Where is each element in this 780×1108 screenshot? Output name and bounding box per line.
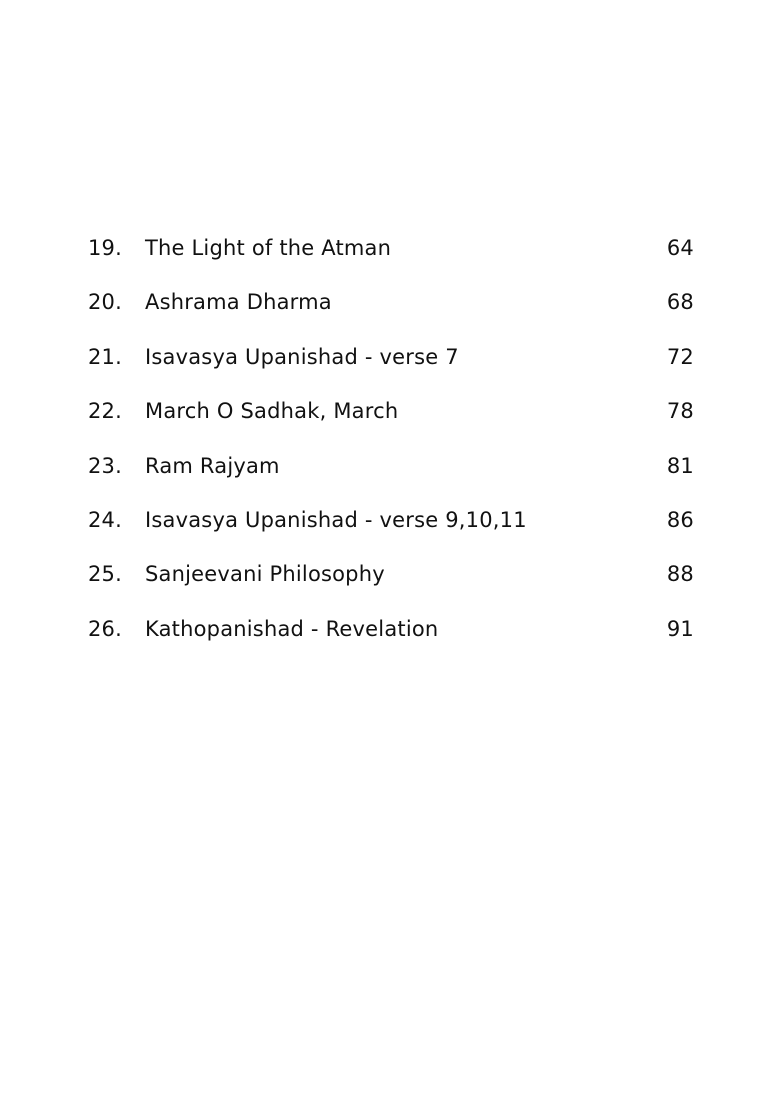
toc-entry [88, 290, 694, 344]
entry-title: Kathopanishad - Revelation [145, 616, 439, 641]
entry-page: 91 [666, 616, 694, 641]
entry-page: 72 [666, 344, 694, 369]
entry-page: 68 [666, 290, 694, 315]
toc-entry [88, 562, 694, 616]
entry-title: Ashrama Dharma [145, 290, 332, 315]
entry-number: 24. [88, 507, 122, 532]
entry-title: The Light of the Atman [145, 236, 392, 260]
entry-page: 86 [666, 507, 694, 532]
entry-number: 19. [88, 236, 122, 260]
entry-page: 78 [666, 399, 694, 424]
entry-title: Isavasya Upanishad - verse 9,10,11 [145, 507, 527, 532]
toc-entry [88, 399, 694, 453]
entry-number: 26. [88, 616, 122, 641]
entry-title: Sanjeevani Philosophy [145, 562, 385, 587]
entry-number: 20. [88, 290, 122, 315]
toc-entry [88, 508, 694, 562]
entry-number: 25. [88, 562, 122, 587]
entry-title: Isavasya Upanishad - verse 7 [145, 344, 459, 369]
entry-number: 21. [88, 344, 122, 369]
toc-entry [88, 345, 694, 399]
toc-entry [88, 617, 694, 671]
toc-entry [88, 236, 694, 290]
entry-title: March O Sadhak, March [145, 399, 399, 424]
entry-number: 22. [88, 399, 122, 424]
entry-page: 88 [666, 562, 694, 587]
entry-page: 64 [666, 236, 694, 260]
toc-entry [88, 454, 694, 508]
entry-page: 81 [666, 453, 694, 478]
entry-number: 23. [88, 453, 122, 478]
table-of-contents [88, 236, 694, 671]
entry-title: Ram Rajyam [145, 453, 280, 478]
